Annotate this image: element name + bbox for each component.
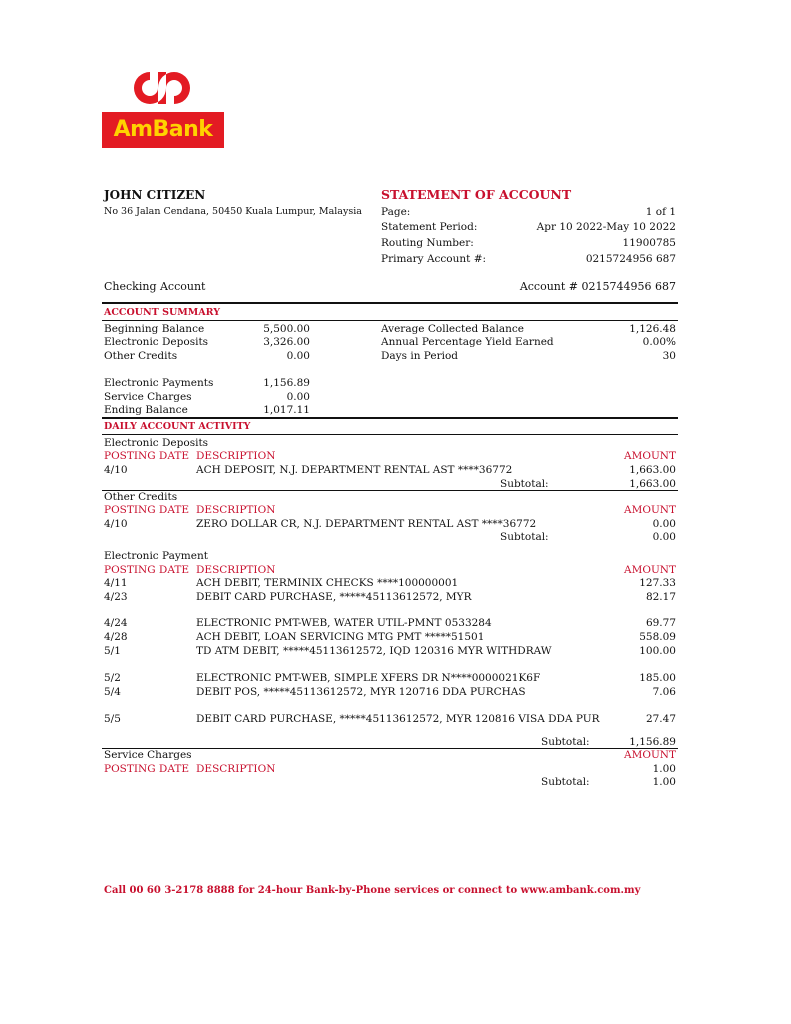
col-description: DESCRIPTION xyxy=(196,564,276,576)
customer-name: JOHN CITIZEN xyxy=(104,188,206,202)
subtotal-label: Subtotal: xyxy=(541,776,590,788)
row-date: 5/2 xyxy=(104,672,121,684)
section-title: Other Credits xyxy=(104,491,178,503)
col-amount: AMOUNT xyxy=(624,564,676,576)
summary-value: 0.00% xyxy=(642,336,676,348)
row-amount: 27.47 xyxy=(645,713,676,725)
brand-name: AmBank xyxy=(113,117,213,142)
ambank-ring-logo-icon xyxy=(132,70,192,106)
row-amount: 127.33 xyxy=(639,577,676,589)
col-posting-date: POSTING DATE xyxy=(104,450,190,462)
row-description: ACH DEBIT, TERMINIX CHECKS ****100000001 xyxy=(196,577,459,589)
row-amount: 185.00 xyxy=(639,672,676,684)
statement-field-value: Apr 10 2022-May 10 2022 xyxy=(536,221,676,233)
row-date: 4/28 xyxy=(104,631,128,643)
summary-label: Average Collected Balance xyxy=(381,323,524,335)
col-description: DESCRIPTION xyxy=(196,450,276,462)
statement-field-value: 1 of 1 xyxy=(645,206,676,218)
subtotal-value: 1,663.00 xyxy=(629,478,676,490)
section-title: Electronic Deposits xyxy=(104,437,209,449)
col-amount: AMOUNT xyxy=(624,450,676,462)
row-description: DEBIT CARD PURCHASE, *****45113612572, MYR xyxy=(196,591,472,603)
col-description: DESCRIPTION xyxy=(196,504,276,516)
statement-field-label: Page: xyxy=(381,206,411,218)
subtotal-label: Subtotal: xyxy=(541,736,590,748)
brand-bar xyxy=(102,112,224,148)
statement-field-label: Routing Number: xyxy=(381,237,474,249)
row-amount: 558.09 xyxy=(639,631,676,643)
row-date: 4/24 xyxy=(104,617,128,629)
divider xyxy=(102,302,678,304)
row-description: TD ATM DEBIT, *****45113612572, IQD 120316 MYR WITHDRAW xyxy=(196,645,552,657)
col-description: DESCRIPTION xyxy=(196,763,276,775)
subtotal-label: Subtotal: xyxy=(500,478,549,490)
row-date: 5/1 xyxy=(104,645,121,657)
summary-label: Electronic Payments xyxy=(104,377,214,389)
customer-address: No 36 Jalan Cendana, 50450 Kuala Lumpur, Malaysia xyxy=(104,206,362,217)
statement-field-label: Primary Account #: xyxy=(381,253,487,265)
col-amount: AMOUNT xyxy=(624,749,676,761)
section-title: Electronic Payment xyxy=(104,550,208,562)
divider xyxy=(102,320,678,321)
divider xyxy=(102,417,678,419)
divider xyxy=(102,434,678,435)
row-description: ELECTRONIC PMT-WEB, SIMPLE XFERS DR N****0000021K6F xyxy=(196,672,541,684)
summary-value: 0.00 xyxy=(286,350,310,362)
row-description: DEBIT CARD PURCHASE, *****45113612572, MYR 120816 VISA DDA PUR xyxy=(196,713,600,725)
statement-title: STATEMENT OF ACCOUNT xyxy=(381,187,572,202)
summary-value: 1,156.89 xyxy=(263,377,310,389)
statement-field-label: Statement Period: xyxy=(381,221,478,233)
subtotal-value: 0.00 xyxy=(652,531,676,543)
row-description: ACH DEPOSIT, N.J. DEPARTMENT RENTAL AST ****36772 xyxy=(196,464,513,476)
row-date: 4/10 xyxy=(104,464,128,476)
row-amount: 1,663.00 xyxy=(629,464,676,476)
summary-label: Ending Balance xyxy=(104,404,188,416)
summary-value: 1,017.11 xyxy=(263,404,310,416)
summary-value: 0.00 xyxy=(286,391,310,403)
summary-label: Beginning Balance xyxy=(104,323,205,335)
summary-value: 1,126.48 xyxy=(629,323,676,335)
summary-label: Other Credits xyxy=(104,350,178,362)
row-description: ELECTRONIC PMT-WEB, WATER UTIL-PMNT 0533284 xyxy=(196,617,492,629)
subtotal-value: 1,156.89 xyxy=(629,736,676,748)
activity-heading: DAILY ACCOUNT ACTIVITY xyxy=(104,421,251,432)
summary-label: Service Charges xyxy=(104,391,192,403)
row-date: 4/10 xyxy=(104,518,128,530)
footer-contact: Call 00 60 3-2178 8888 for 24-hour Bank-by-Phone services or connect to www.ambank.com.my xyxy=(104,885,641,896)
col-posting-date: POSTING DATE xyxy=(104,504,190,516)
ambank-logo xyxy=(102,70,224,148)
row-date: 4/23 xyxy=(104,591,128,603)
summary-label: Electronic Deposits xyxy=(104,336,209,348)
divider xyxy=(102,490,678,491)
summary-heading: ACCOUNT SUMMARY xyxy=(104,307,221,318)
subtotal-value: 1.00 xyxy=(652,776,676,788)
row-description: ACH DEBIT, LOAN SERVICING MTG PMT *****51501 xyxy=(196,631,485,643)
summary-label: Annual Percentage Yield Earned xyxy=(381,336,554,348)
row-amount: 69.77 xyxy=(645,617,676,629)
account-type: Checking Account xyxy=(104,280,206,293)
summary-value: 30 xyxy=(662,350,676,362)
row-description: DEBIT POS, *****45113612572, MYR 120716 DDA PURCHAS xyxy=(196,686,526,698)
row-amount: 100.00 xyxy=(639,645,676,657)
row-amount: 1.00 xyxy=(652,763,676,775)
row-date: 5/5 xyxy=(104,713,121,725)
row-amount: 0.00 xyxy=(652,518,676,530)
summary-label: Days in Period xyxy=(381,350,459,362)
col-posting-date: POSTING DATE xyxy=(104,763,190,775)
col-posting-date: POSTING DATE xyxy=(104,564,190,576)
row-description: ZERO DOLLAR CR, N.J. DEPARTMENT RENTAL AST ****36772 xyxy=(196,518,537,530)
account-number: Account # 0215744956 687 xyxy=(519,280,676,293)
row-date: 5/4 xyxy=(104,686,121,698)
row-amount: 7.06 xyxy=(652,686,676,698)
statement-field-value: 11900785 xyxy=(622,237,676,249)
summary-value: 5,500.00 xyxy=(263,323,310,335)
section-title: Service Charges xyxy=(104,749,192,761)
row-date: 4/11 xyxy=(104,577,128,589)
col-amount: AMOUNT xyxy=(624,504,676,516)
row-amount: 82.17 xyxy=(645,591,676,603)
statement-field-value: 0215724956 687 xyxy=(585,253,676,265)
subtotal-label: Subtotal: xyxy=(500,531,549,543)
summary-value: 3,326.00 xyxy=(263,336,310,348)
